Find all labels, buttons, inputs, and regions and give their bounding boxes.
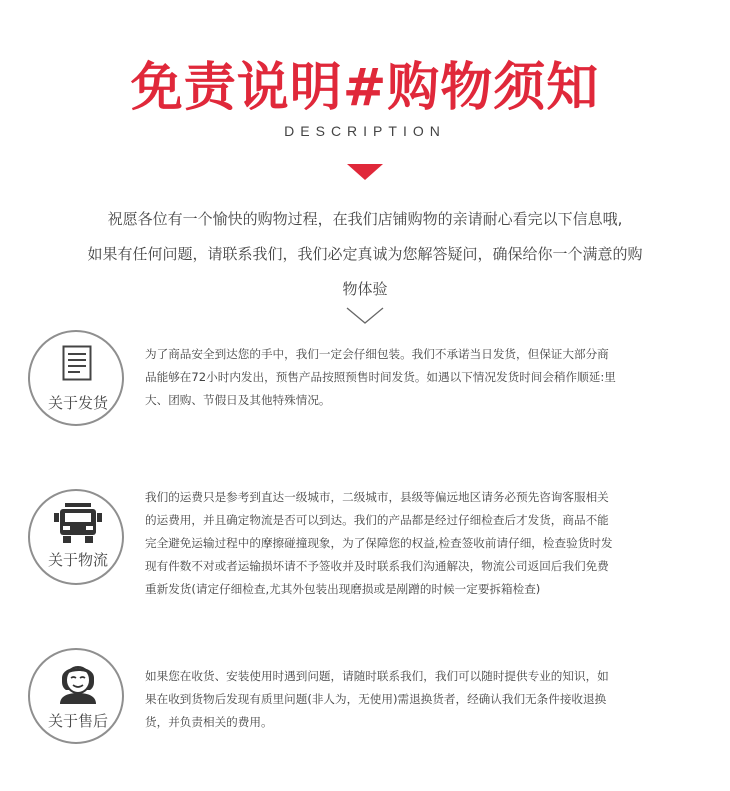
section-label: 关于物流 xyxy=(47,551,108,569)
section-icon-circle xyxy=(28,648,124,744)
section-text xyxy=(145,486,697,601)
intro-line: 祝愿各位有一个愉快的购物过程，在我们店铺购物的亲请耐心看完以下信息哦, xyxy=(107,210,623,228)
text-line: 完全避免运输过程中的摩擦碰撞现象，为了保障您的权益,检查签收前请仔细，检查验货时发 xyxy=(145,536,613,550)
text-line: 果在收到货物后发现有质里问题(非人为，无使用)需退换货者，经确认我们无条件接收退换 xyxy=(145,692,607,706)
section-text xyxy=(145,665,697,734)
text-line: 品能够在72小时内发出，预售产品按照预售时间发货。如遇以下情况发货时间会稍作顺延:里 xyxy=(145,370,616,384)
section-label: 关于售后 xyxy=(47,712,108,730)
triangle-down-icon xyxy=(347,164,383,180)
text-line: 货，并负责相关的费用。 xyxy=(145,715,273,729)
intro-text xyxy=(50,202,680,307)
section-after-sales xyxy=(28,648,708,748)
intro-line: 物体验 xyxy=(342,280,388,298)
text-line: 如果您在收货、安装使用时遇到问题，请随时联系我们，我们可以随时提供专业的知识，如 xyxy=(145,669,609,683)
text-line: 大、团购、节假日及其他特殊情况。 xyxy=(145,393,331,407)
section-icon-circle xyxy=(28,489,124,585)
customer-service-icon xyxy=(56,658,100,704)
chevron-down-icon xyxy=(346,306,384,326)
page-title: 免责说明#购物须知 xyxy=(130,58,600,118)
text-line: 的运费用，并且确定物流是否可以到达。我们的产品都是经过仔细检查后才发货，商品不能 xyxy=(145,513,609,527)
page-subtitle: DESCRIPTION xyxy=(284,123,446,139)
truck-icon xyxy=(52,502,104,544)
section-shipping xyxy=(28,330,708,430)
intro-line: 如果有任何问题，请联系我们，我们必定真诚为您解答疑问，确保给你一个满意的购 xyxy=(87,245,643,263)
text-line: 为了商品安全到达您的手中，我们一定会仔细包装。我们不承诺当日发货，但保证大部分商 xyxy=(145,347,609,361)
document-icon xyxy=(62,345,92,381)
section-label: 关于发货 xyxy=(47,394,108,412)
text-line: 我们的运费只是参考到直达一级城市，二级城市，县级等偏远地区请务必预先咨询客服相关 xyxy=(145,490,609,504)
section-text xyxy=(145,343,697,412)
text-line: 现有件数不对或者运输损坏请不予签收并及时联系我们沟通解决，物流公司返回后我们免费 xyxy=(145,559,609,573)
text-line: 重新发货(请定仔细检查,尤其外包装出现磨损或是剐蹭的时候一定要拆箱检查) xyxy=(145,582,541,596)
section-icon-circle xyxy=(28,330,124,426)
section-logistics xyxy=(28,489,708,619)
